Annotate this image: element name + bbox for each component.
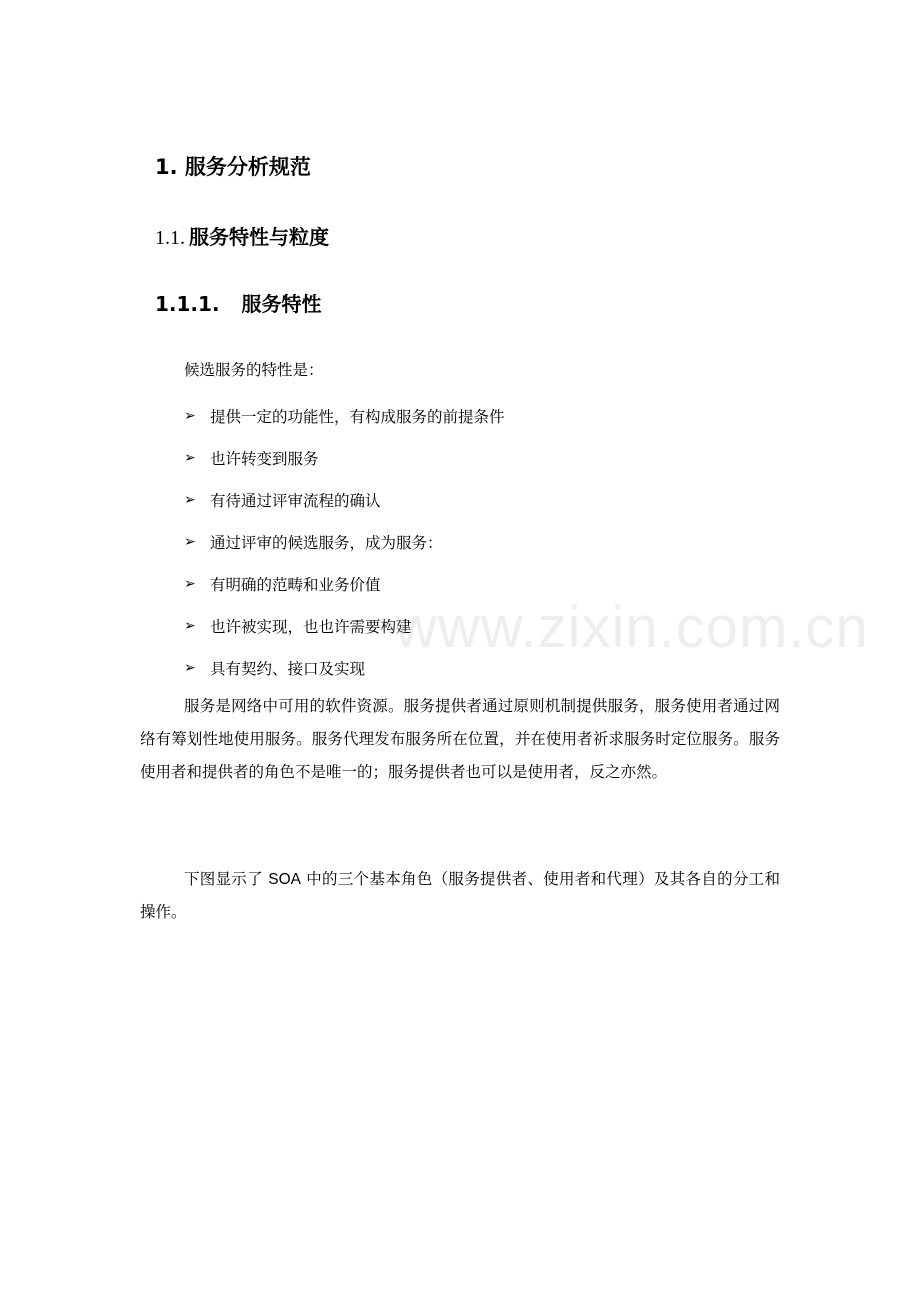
list-item-text: 有待通过评审流程的确认 (210, 492, 381, 510)
feature-bullet-list (184, 395, 505, 689)
list-item (184, 521, 505, 563)
arrow-bullet-icon: ➢ (184, 534, 196, 550)
arrow-bullet-icon: ➢ (184, 492, 196, 508)
arrow-bullet-icon: ➢ (184, 408, 196, 424)
list-item (184, 395, 505, 437)
soa-term: SOA (268, 871, 301, 888)
list-item (184, 563, 505, 605)
list-item-text: 通过评审的候选服务，成为服务： (210, 534, 443, 552)
heading-level-3-number: 1.1.1. (155, 292, 220, 316)
arrow-bullet-icon: ➢ (184, 618, 196, 634)
arrow-bullet-icon: ➢ (184, 576, 196, 592)
list-item-text: 提供一定的功能性，有构成服务的前提条件 (210, 408, 505, 426)
list-item (184, 479, 505, 521)
body-paragraph-soa-diagram-intro (140, 863, 780, 929)
intro-paragraph: 候选服务的特性是： (184, 361, 324, 379)
heading-level-3-text: 服务特性 (241, 292, 322, 316)
paragraph-text-before: 下图显示了 (184, 870, 269, 888)
list-item (184, 605, 505, 647)
heading-level-2-number: 1.1. (155, 227, 185, 249)
arrow-bullet-icon: ➢ (184, 660, 196, 676)
list-item (184, 437, 505, 479)
paragraph-text-after: 中的三个基本角色（服务提供者、使用者和代理）及其各自的分工和操作。 (140, 870, 780, 921)
list-item-text: 也许被实现，也也许需要构建 (210, 618, 412, 636)
heading-level-2-text: 服务特性与粒度 (189, 225, 329, 249)
list-item (184, 647, 505, 689)
heading-level-2 (155, 220, 329, 255)
list-item-text: 有明确的范畴和业务价值 (210, 576, 381, 594)
list-item-text: 具有契约、接口及实现 (210, 660, 366, 678)
heading-level-1: 1. 服务分析规范 (155, 155, 311, 179)
list-item-text: 也许转变到服务 (210, 450, 319, 468)
heading-level-3 (155, 287, 322, 321)
body-paragraph-service-roles: 服务是网络中可用的软件资源。服务提供者通过原则机制提供服务，服务使用者通过网络有筹划性地使用服务。服务代理发布服务所在位置，并在使用者祈求服务时定位服务。服务使用者和提供者的角色不是唯一的；服务提供者也可以是使用者，反之亦然。 (140, 697, 780, 781)
watermark-text: www.zixin.com.cn (395, 595, 869, 660)
arrow-bullet-icon: ➢ (184, 450, 196, 466)
